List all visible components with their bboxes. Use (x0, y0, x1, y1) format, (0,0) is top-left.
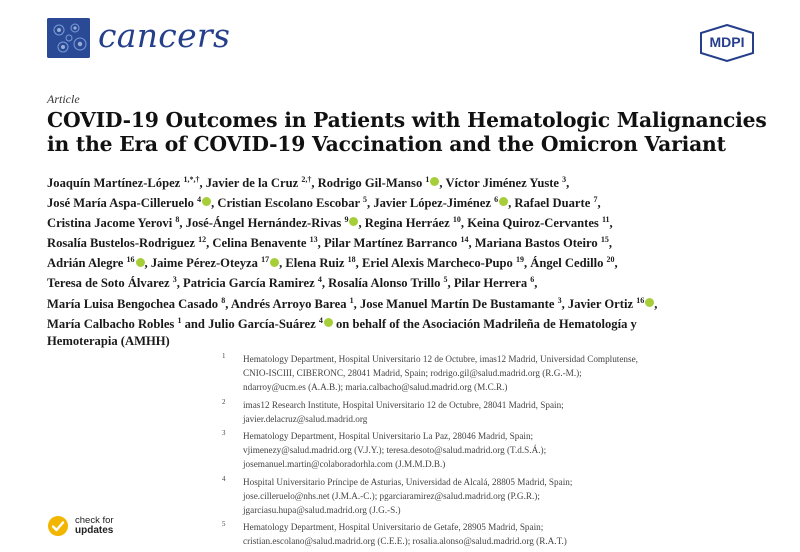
affiliation-superscript: 4 (318, 315, 323, 325)
journal-name: cancers (98, 16, 231, 55)
affiliation-line: vjimenezy@salud.madrid.org (V.J.Y.); teresa.desoto@salud.madrid.org (T.d.S.Á.); (243, 445, 547, 456)
author-line (47, 232, 777, 252)
affiliation-number: 1 (222, 352, 226, 360)
check-updates-line1: check for (75, 515, 114, 526)
author-text: , Pilar Martínez Barranco (317, 236, 461, 251)
orcid-icon[interactable] (136, 258, 145, 267)
author-text: , Celina Benavente (206, 236, 310, 251)
affiliation-superscript: 11 (601, 215, 610, 225)
author-text: , (608, 236, 612, 251)
affiliation-line: josemanuel.martin@colaboradorhla.com (J.M.M.D.B.) (243, 459, 446, 470)
author-text: Joaquín Martínez-López (47, 176, 184, 191)
author-text: , (534, 276, 538, 291)
affiliation-superscript: 8 (221, 295, 226, 305)
author-text: , Regina Herráez (358, 216, 453, 231)
author-text: , Javier Ortiz (561, 296, 637, 311)
affiliation-line: CNIO-ISCIII, CIBERONC, 28041 Madrid, Spain; rodrigo.gil@salud.madrid.org (R.G.-M.); (243, 368, 582, 379)
affiliation-item (222, 398, 772, 426)
affiliation-line: Hospital Universitario Príncipe de Asturias, Universidad de Alcalá, 28805 Madrid, Spain; (243, 476, 573, 487)
orcid-icon[interactable] (324, 318, 333, 327)
affiliation-superscript: 2,† (301, 175, 312, 184)
affiliation-superscript: 14 (460, 235, 469, 245)
orcid-icon[interactable] (202, 197, 211, 206)
author-text: , Rosalía Alonso Trillo (321, 276, 444, 291)
affiliation-superscript: 20 (606, 255, 615, 265)
affiliation-line: jgarciasu.hupa@salud.madrid.org (J.G.-S.) (243, 505, 401, 516)
affiliation-line: javier.delacruz@salud.madrid.org (243, 413, 368, 424)
author-text: , Jaime Pérez-Oteyza (144, 256, 262, 271)
affiliation-line: ndarroy@ucm.es (A.A.B.); maria.calbacho@salud.madrid.org (M.C.R.) (243, 382, 508, 393)
affiliation-superscript: 16 (126, 255, 135, 265)
check-updates-icon (47, 515, 69, 537)
affiliation-superscript: 13 (309, 235, 318, 245)
author-text: , (609, 216, 613, 231)
author-text: Hemoterapia (AMHH) (47, 333, 170, 348)
author-line (47, 252, 777, 272)
affiliation-superscript: 7 (593, 195, 598, 205)
affiliation-superscript: 3 (172, 275, 177, 285)
affiliation-superscript: 1 (349, 295, 354, 305)
affiliation-number: 2 (222, 397, 226, 406)
affiliation-item (222, 520, 772, 548)
author-text: on behalf of the Asociación Madrileña de Hematología y (332, 316, 637, 331)
affiliation-number: 5 (222, 520, 226, 529)
affiliation-superscript: 15 (600, 235, 609, 245)
orcid-icon[interactable] (270, 258, 279, 267)
title-line: in the Era of COVID-19 Vaccination and the Omicron Variant (47, 132, 726, 156)
affiliation-superscript: 3 (562, 175, 567, 184)
affiliation-number: 3 (222, 429, 226, 438)
author-text: , Pilar Herrera (447, 276, 531, 291)
author-text: , Rafael Duarte (508, 196, 594, 211)
author-text: , (654, 296, 658, 311)
author-text: , Eriel Alexis Marcheco-Pupo (355, 256, 516, 271)
author-text: Adrián Alegre (47, 256, 127, 271)
author-text: Cristina Jacome Yerovi (47, 216, 176, 231)
author-text: , Andrés Arroyo Barea (225, 296, 350, 311)
author-line (47, 333, 777, 350)
orcid-icon[interactable] (645, 298, 654, 307)
author-text: , Patricia García Ramirez (176, 276, 318, 291)
author-text: , Elena Ruiz (279, 256, 348, 271)
author-line (47, 272, 777, 292)
affiliation-superscript: 10 (452, 215, 461, 225)
author-text: María Luisa Bengochea Casado (47, 296, 222, 311)
author-text: , Rodrigo Gil-Manso (311, 176, 426, 191)
author-text: , (614, 256, 618, 271)
affiliation-superscript: 1 (425, 175, 430, 184)
author-text: , (597, 196, 601, 211)
author-text: , Javier López-Jiménez (367, 196, 495, 211)
affiliation-superscript: 5 (363, 195, 368, 205)
journal-logo (47, 18, 90, 58)
author-line (47, 192, 777, 212)
affiliation-superscript: 4 (197, 195, 202, 205)
affiliation-line: Hematology Department, Hospital Universitario de Getafe, 28905 Madrid, Spain; (243, 522, 544, 533)
affiliation-line: cristian.escolano@salud.madrid.org (C.E.E.); rosalia.alonso@salud.madrid.org (R.A.T.) (243, 536, 567, 547)
author-text: , Ángel Cedillo (523, 256, 607, 271)
title-line: COVID-19 Outcomes in Patients with Hematologic Malignancies (47, 108, 767, 132)
check-for-updates-button[interactable] (47, 512, 137, 542)
author-text: Teresa de Soto Álvarez (47, 276, 173, 291)
affiliation-item (222, 352, 772, 395)
affiliation-superscript: 9 (344, 215, 349, 225)
author-text: , Cristian Escolano Escobar (211, 196, 364, 211)
author-text: María Calbacho Robles (47, 316, 178, 331)
affiliation-line: Hematology Department, Hospital Universitario La Paz, 28046 Madrid, Spain; (243, 431, 534, 442)
affiliation-superscript: 17 (261, 255, 270, 265)
author-line (47, 293, 777, 313)
affiliation-superscript: 1 (177, 315, 182, 325)
author-text: and Julio García-Suárez (181, 316, 319, 331)
article-title (47, 108, 767, 156)
affiliation-superscript: 3 (557, 295, 562, 305)
affiliation-superscript: 6 (494, 195, 499, 205)
affiliation-superscript: 8 (175, 215, 180, 225)
affiliation-line: imas12 Research Institute, Hospital Universitario 12 de Octubre, 28041 Madrid, Spain; (243, 399, 564, 410)
affiliation-superscript: 19 (515, 255, 524, 265)
affiliation-superscript: 12 (198, 235, 207, 245)
affiliation-item (222, 475, 772, 518)
affiliation-item (222, 429, 772, 472)
author-list (47, 172, 777, 350)
author-line (47, 212, 777, 232)
author-text: , Jose Manuel Martín De Bustamante (353, 296, 558, 311)
author-text: , Javier de la Cruz (199, 176, 302, 191)
affiliation-number: 4 (222, 474, 226, 483)
affiliation-superscript: 18 (347, 255, 356, 265)
author-text: , Mariana Bastos Oteiro (468, 236, 601, 251)
author-text: José María Aspa-Cilleruelo (47, 196, 198, 211)
author-line (47, 313, 777, 333)
author-text: , José-Ángel Hernández-Rivas (179, 216, 345, 231)
affiliation-superscript: 4 (317, 275, 322, 285)
author-text: , Keina Quiroz-Cervantes (460, 216, 602, 231)
orcid-icon[interactable] (499, 197, 508, 206)
affiliation-line: Hematology Department, Hospital Universitario 12 de Octubre, imas12 Madrid, Universidad Complutense, (243, 354, 638, 364)
author-text: , (566, 176, 570, 191)
check-updates-line2: updates (75, 525, 114, 536)
author-text: Rosalía Bustelos-Rodriguez (47, 236, 199, 251)
affiliation-line: jose.cilleruelo@nhs.net (J.M.A.-C.); pgarciaramirez@salud.madrid.org (P.G.R.); (243, 490, 540, 501)
article-type: Article (47, 92, 80, 106)
author-text: , Víctor Jiménez Yuste (439, 176, 563, 191)
affiliation-superscript: 16 (636, 295, 645, 305)
author-line (47, 172, 777, 192)
affiliation-superscript: 1,*,† (183, 175, 200, 184)
publisher-name: MDPI (709, 34, 745, 50)
affiliation-superscript: 6 (530, 275, 535, 285)
affiliation-superscript: 5 (443, 275, 448, 285)
affiliation-list (222, 352, 772, 552)
